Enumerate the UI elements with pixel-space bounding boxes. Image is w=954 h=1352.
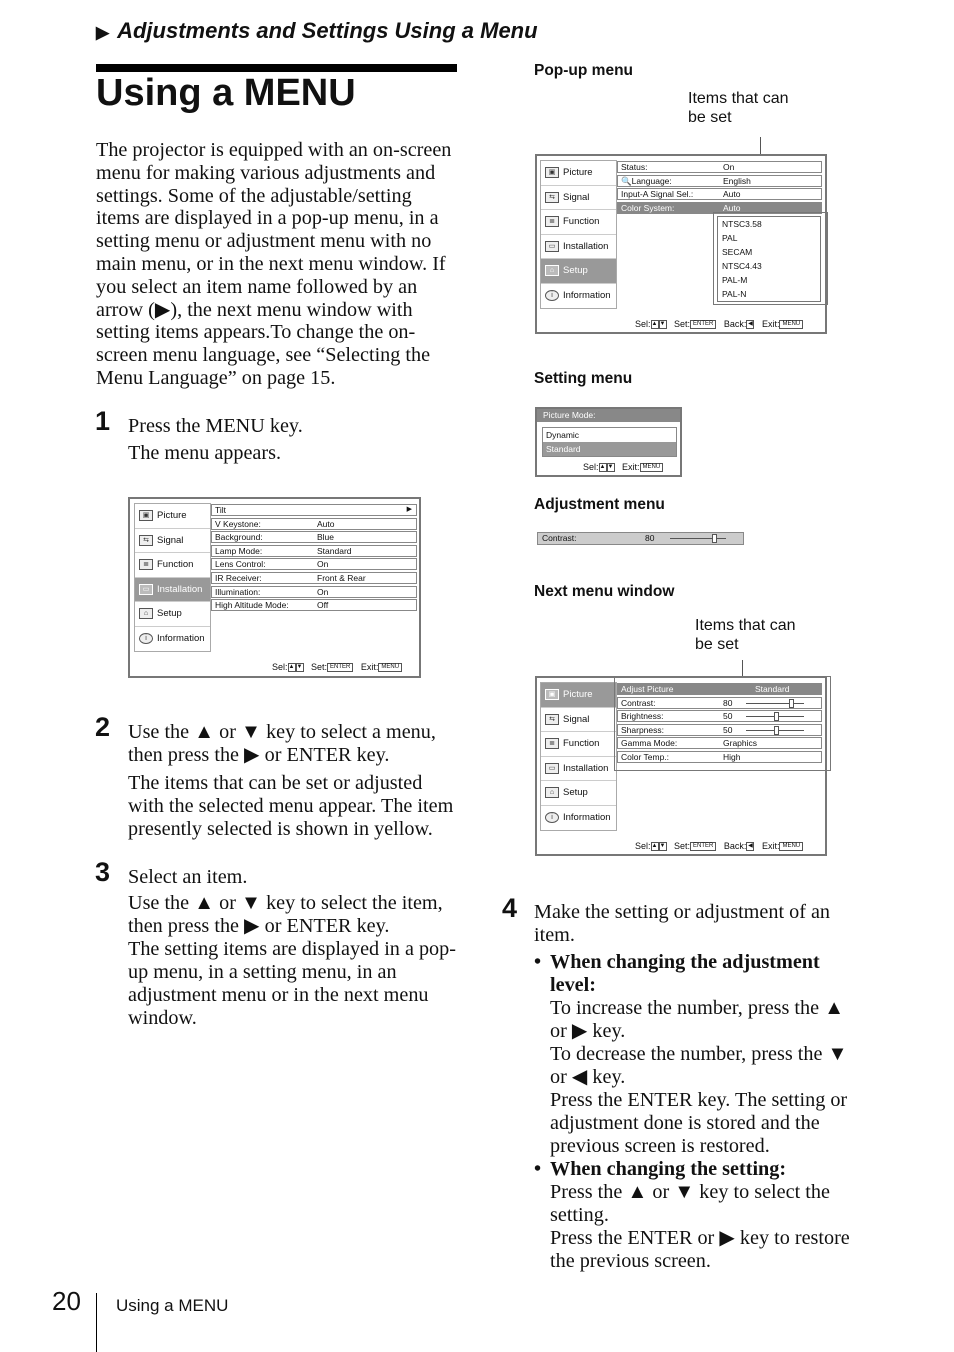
nav-item-setup[interactable]: ⌂ Setup xyxy=(541,259,616,284)
menu-nav xyxy=(134,503,211,652)
menu-row[interactable]: Color Temp.: High xyxy=(617,751,822,763)
popup-option[interactable]: NTSC4.43 xyxy=(722,261,762,271)
nav-item-installation[interactable]: ▭ Installation xyxy=(541,757,616,782)
menu-rows xyxy=(211,504,417,613)
setting-option-list xyxy=(542,427,677,457)
menu-row[interactable]: Lens Control: On xyxy=(211,558,417,570)
slider-knob[interactable] xyxy=(774,712,779,721)
menu-rows xyxy=(617,161,822,215)
down-arrow-icon: ▼ xyxy=(607,464,614,471)
nav-item-information[interactable]: i Information xyxy=(541,284,616,309)
menu-row-selected[interactable]: Color System: Auto xyxy=(617,202,822,214)
setting-option[interactable]: Dynamic xyxy=(546,430,580,440)
slider-knob[interactable] xyxy=(789,699,794,708)
installation-icon: ▭ xyxy=(545,241,559,252)
running-footer: Using a MENU xyxy=(116,1296,229,1315)
page-title: Using a MENU xyxy=(96,72,356,114)
menu-row[interactable]: V Keystone: Auto xyxy=(211,518,417,530)
adjustment-bar[interactable]: Contrast: 80 xyxy=(537,532,744,545)
picture-icon: ▣ xyxy=(545,689,559,700)
enter-key-icon: ENTER xyxy=(690,842,716,851)
bullet-heading: When changing the adjustment level: xyxy=(550,951,820,996)
bullet-item: • When changing the adjustment level: To increase the number, press the ▲ or ▶ key. To decrease the number, press the ▼ or ◀ key. Press the ENTER key. The setting or adjustment done is stored and the previous screen is restored. xyxy=(534,951,864,1158)
adjustment-menu-label: Adjustment menu xyxy=(534,496,665,513)
step-main: Make the setting or adjustment of an item. xyxy=(534,901,831,946)
menu-key-icon: MENU xyxy=(640,463,664,472)
popup-option[interactable]: SECAM xyxy=(722,247,753,257)
step-main: Press the MENU key. xyxy=(128,415,303,437)
step-sub: Use the ▲ or ▼ key to select the item, then press the ▶ or ENTER key. The setting items are displayed in a pop-up menu, in a setting menu, in an adjustment menu or in the next menu window. xyxy=(128,892,456,1029)
nav-item-setup[interactable]: ⌂ Setup xyxy=(541,781,616,806)
nav-item-picture[interactable]: ▣ Picture xyxy=(541,161,616,186)
popup-option[interactable]: PAL-N xyxy=(722,289,747,299)
up-arrow-icon: ▲ xyxy=(651,843,658,850)
information-icon: i xyxy=(545,812,559,823)
down-arrow-icon: ▼ xyxy=(659,843,666,850)
step-main: Use the ▲ or ▼ key to select a menu, then press the ▶ or ENTER key. xyxy=(128,721,436,766)
next-menu-screen xyxy=(535,676,827,856)
slider-knob[interactable] xyxy=(712,534,717,543)
setting-menu-label: Setting menu xyxy=(534,370,633,387)
popup-option[interactable]: NTSC3.58 xyxy=(722,219,762,229)
left-arrow-icon: ◀ xyxy=(748,321,753,328)
bullet-line: To decrease the number, press the ▼ or ◀ key. xyxy=(550,1043,848,1088)
sharpness-slider[interactable] xyxy=(746,730,804,731)
menu-row[interactable]: 🔍Language: English xyxy=(617,175,822,187)
menu-key-icon: MENU xyxy=(779,842,803,851)
next-menu-label: Next menu window xyxy=(534,583,675,600)
picture-icon: ▣ xyxy=(139,510,153,521)
nav-item-information[interactable]: i Information xyxy=(541,806,616,831)
menu-row[interactable]: Status: On xyxy=(617,161,822,173)
popup-menu-label: Pop-up menu xyxy=(534,62,634,79)
nav-item-signal[interactable]: ⇆ Signal xyxy=(541,708,616,733)
setup-icon: ⌂ xyxy=(545,787,559,798)
page-number: 20 xyxy=(52,1286,81,1316)
nav-item-signal[interactable]: ⇆ Signal xyxy=(135,529,210,554)
nav-item-information[interactable]: i Information xyxy=(135,627,210,652)
language-icon: 🔍 xyxy=(621,175,632,186)
contrast-slider[interactable] xyxy=(746,703,804,704)
left-arrow-icon: ◀ xyxy=(748,843,753,850)
menu-row[interactable]: Sharpness: 50 xyxy=(617,724,822,736)
installation-icon: ▭ xyxy=(139,584,153,595)
nav-item-picture[interactable]: ▣ Picture xyxy=(135,504,210,529)
nav-item-function[interactable]: ≣ Function xyxy=(541,210,616,235)
nav-item-function[interactable]: ≣ Function xyxy=(541,732,616,757)
callout-line xyxy=(742,660,743,676)
menu-row[interactable]: Gamma Mode: Graphics xyxy=(617,737,822,749)
setup-icon: ⌂ xyxy=(545,265,559,276)
contrast-slider[interactable] xyxy=(670,538,726,539)
menu-row[interactable]: Brightness: 50 xyxy=(617,710,822,722)
nav-item-function[interactable]: ≣ Function xyxy=(135,553,210,578)
title-rule xyxy=(96,64,457,72)
bullet-line: Press the ENTER key. The setting or adjustment done is stored and the previous screen is restored. xyxy=(550,1089,848,1157)
menu-row[interactable]: IR Receiver: Front & Rear xyxy=(211,572,417,584)
popup-highlight-frame xyxy=(713,212,828,305)
bullet-heading: When changing the setting: xyxy=(550,1158,787,1180)
menu-row[interactable]: Illumination: On xyxy=(211,586,417,598)
picture-icon: ▣ xyxy=(545,167,559,178)
bullet-line: Press the ENTER or ▶ key to restore the previous screen. xyxy=(550,1227,850,1272)
down-arrow-icon: ▼ xyxy=(659,321,666,328)
menu-key-icon: MENU xyxy=(779,320,803,329)
menu-footer: Sel:▲ ▼ Exit: MENU xyxy=(583,462,663,472)
step-main: Select an item. xyxy=(128,866,248,888)
menu-row[interactable]: Contrast: 80 xyxy=(617,697,822,709)
menu-row[interactable]: Tilt ▶ xyxy=(211,504,417,516)
setup-icon: ⌂ xyxy=(139,608,153,619)
setting-menu-screen xyxy=(535,407,682,477)
step-number: 2 xyxy=(95,712,111,742)
brightness-slider[interactable] xyxy=(746,716,804,717)
intro-paragraph: The projector is equipped with an on-screen menu for making various adjustments and settings. Some of the adjustable/setting items are displayed in a pop-up menu, in a setting menu or adjustment menu with no main menu, or in the next menu window. If you select an item name followed by an arrow (▶), the next menu window with setting items appears.To change the on-screen menu language, see “Selecting the Menu Language” on page 15. xyxy=(96,139,452,389)
menu-nav xyxy=(540,682,617,831)
function-icon: ≣ xyxy=(139,559,153,570)
nav-item-setup[interactable]: ⌂ Setup xyxy=(135,602,210,627)
section-heading-marker: ▶ xyxy=(96,23,110,42)
popup-option[interactable]: PAL xyxy=(722,233,738,243)
menu-row[interactable]: Background: Blue xyxy=(211,531,417,543)
bullet-line: To increase the number, press the ▲ or ▶ key. xyxy=(550,997,845,1042)
up-arrow-icon: ▲ xyxy=(288,664,295,671)
menu-footer: Sel:▲ ▼ Set: ENTER Back: ◀ Exit: MENU xyxy=(635,841,803,851)
menu-footer: Sel:▲ ▼ Set: ENTER Exit: MENU xyxy=(272,662,402,672)
step-number: 3 xyxy=(95,857,111,887)
popup-option[interactable]: PAL-M xyxy=(722,275,748,285)
submenu-arrow-icon: ▶ xyxy=(406,506,412,513)
menu-row[interactable]: Lamp Mode: Standard xyxy=(211,545,417,557)
menu-key-icon: MENU xyxy=(378,663,402,672)
information-icon: i xyxy=(139,633,153,644)
up-arrow-icon: ▲ xyxy=(651,321,658,328)
signal-icon: ⇆ xyxy=(139,535,153,546)
function-icon: ≣ xyxy=(545,216,559,227)
nav-item-picture[interactable]: ▣ Picture xyxy=(541,683,616,708)
nav-item-signal[interactable]: ⇆ Signal xyxy=(541,186,616,211)
step-sub: The menu appears. xyxy=(128,442,282,464)
popup-menu-screen xyxy=(535,154,827,334)
information-icon: i xyxy=(545,290,559,301)
next-callout: Items that can be set xyxy=(695,617,796,653)
down-arrow-icon: ▼ xyxy=(296,664,303,671)
popup-callout: Items that can be set xyxy=(688,90,789,126)
bullet-line: Press the ▲ or ▼ key to select the setting. xyxy=(550,1181,830,1226)
installation-icon: ▭ xyxy=(545,763,559,774)
menu-row[interactable]: Input-A Signal Sel.: Auto xyxy=(617,188,822,200)
function-icon: ≣ xyxy=(545,738,559,749)
signal-icon: ⇆ xyxy=(545,714,559,725)
main-menu-screen xyxy=(128,497,421,678)
nav-item-installation[interactable]: ▭ Installation xyxy=(135,578,210,603)
section-heading: ▶ Adjustments and Settings Using a Menu xyxy=(96,18,538,43)
enter-key-icon: ENTER xyxy=(690,320,716,329)
menu-rows xyxy=(617,683,822,765)
bullet-item: • When changing the setting: Press the ▲ or ▼ key to select the setting. Press the ENTER or ▶ key to restore the previous screen. xyxy=(534,1158,864,1273)
setting-menu-title: Picture Mode: xyxy=(537,409,680,422)
setting-option-selected[interactable]: Standard xyxy=(543,442,676,456)
menu-row[interactable]: High Altitude Mode: Off xyxy=(211,599,417,611)
step-number: 4 xyxy=(502,893,518,923)
signal-icon: ⇆ xyxy=(545,192,559,203)
slider-knob[interactable] xyxy=(774,726,779,735)
nav-item-installation[interactable]: ▭ Installation xyxy=(541,235,616,260)
footer-divider xyxy=(96,1293,97,1352)
menu-footer: Sel:▲ ▼ Set: ENTER Back: ◀ Exit: MENU xyxy=(635,319,803,329)
submenu-title-row: Adjust Picture Standard xyxy=(617,683,822,695)
step-sub: The items that can be set or adjusted with the selected menu appear. The item presently selected is shown in yellow. xyxy=(128,772,454,840)
step-number: 1 xyxy=(95,406,111,436)
enter-key-icon: ENTER xyxy=(327,663,353,672)
menu-nav xyxy=(540,160,617,309)
bullet-list xyxy=(534,951,864,1273)
up-arrow-icon: ▲ xyxy=(599,464,606,471)
